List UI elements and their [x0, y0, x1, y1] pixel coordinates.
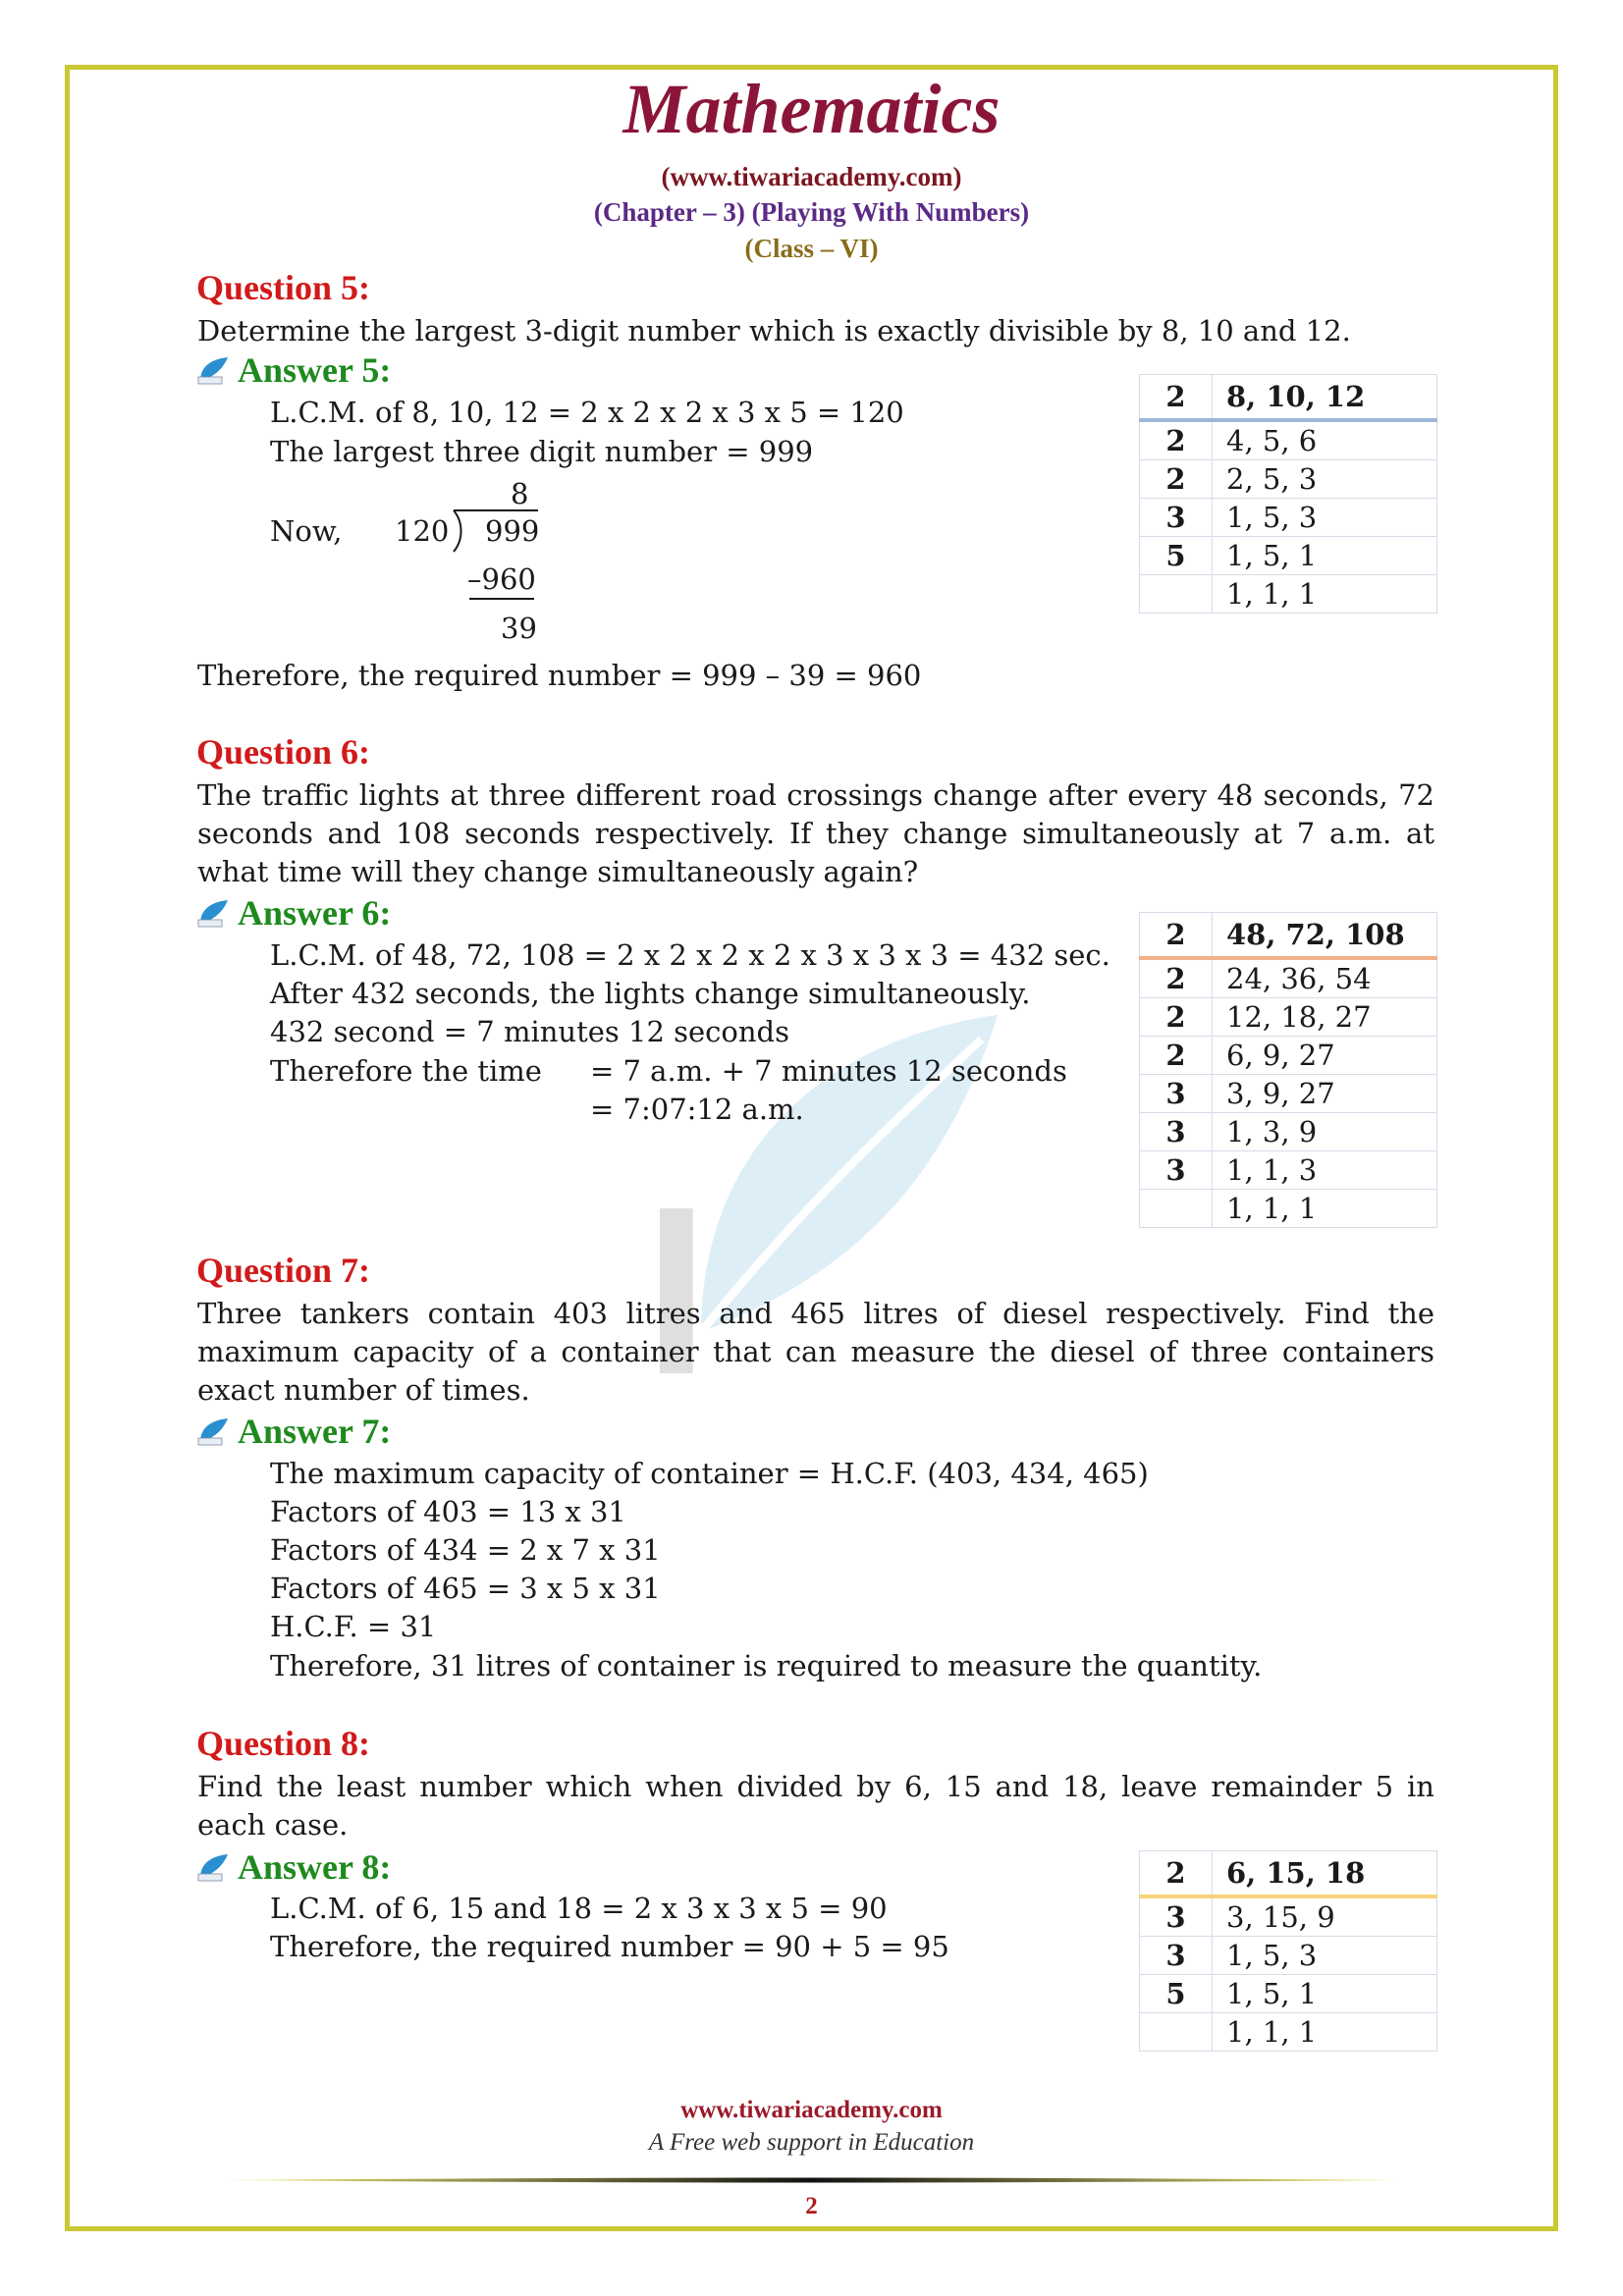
division-underline: [469, 598, 534, 600]
footer-divider: [228, 2177, 1396, 2183]
answer-7-line: The maximum capacity of container = H.C.F. (403, 434, 465): [270, 1457, 1149, 1490]
header-website: (www.tiwariacademy.com): [661, 162, 962, 191]
division-now-label: Now,: [270, 514, 343, 548]
answer-5-lcm: L.C.M. of 8, 10, 12 = 2 x 2 x 2 x 3 x 5 = 120: [270, 396, 904, 429]
answer-5-heading: Answer 5:: [238, 350, 392, 390]
answer-leaf-icon: [196, 1852, 230, 1882]
answer-6-line3: 432 second = 7 minutes 12 seconds: [270, 1015, 789, 1048]
answer-6-time-value: = 7 a.m. + 7 minutes 12 seconds: [590, 1054, 1067, 1088]
page-title: Mathematics: [622, 70, 1001, 148]
answer-6-line2: After 432 seconds, the lights change simultaneously.: [270, 977, 1031, 1010]
lcm-table-q6: [1139, 912, 1437, 1228]
answer-leaf-icon: [196, 898, 230, 928]
answer-5-largest: The largest three digit number = 999: [270, 435, 814, 468]
division-subtract: –960: [467, 562, 536, 596]
answer-7-line: Factors of 434 = 2 x 7 x 31: [270, 1533, 661, 1567]
footer-tagline: A Free web support in Education: [648, 2129, 975, 2156]
answer-leaf-icon: [196, 355, 230, 385]
table-row: 3 1, 3, 9: [1140, 1113, 1437, 1151]
answer-8-heading: Answer 8:: [238, 1847, 392, 1887]
question-8-heading: Question 8:: [196, 1724, 371, 1763]
question-5-heading: Question 5:: [196, 268, 371, 307]
lcm-table-q8: [1139, 1850, 1437, 2052]
answer-7-line: Therefore, 31 litres of container is required to measure the quantity.: [270, 1649, 1263, 1682]
division-divisor: 120: [395, 514, 450, 548]
question-7-text: Three tankers contain 403 litres and 465 litres of diesel respectively. Find the maximum capacity of a container that can measure the diesel of three containers exact number of times.: [197, 1297, 1434, 1407]
answer-8-conclusion: Therefore, the required number = 90 + 5 = 95: [270, 1930, 949, 1963]
table-row: 2 6, 15, 18: [1140, 1851, 1437, 1897]
division-dividend: 999: [485, 514, 540, 548]
table-row: 2 48, 72, 108: [1140, 913, 1437, 959]
answer-8-lcm: L.C.M. of 6, 15 and 18 = 2 x 3 x 3 x 5 = 90: [270, 1892, 888, 1925]
table-row: 2 4, 5, 6: [1140, 420, 1437, 460]
division-quotient: 8: [511, 477, 529, 510]
answer-6-time-result: = 7:07:12 a.m.: [590, 1093, 804, 1126]
table-row: 3 1, 1, 3: [1140, 1151, 1437, 1190]
answer-7-line: H.C.F. = 31: [270, 1610, 437, 1643]
table-row: 2 2, 5, 3: [1140, 460, 1437, 499]
question-6-heading: Question 6:: [196, 732, 371, 772]
question-5-text: Determine the largest 3-digit number which is exactly divisible by 8, 10 and 12.: [197, 314, 1351, 347]
table-row: 2 24, 36, 54: [1140, 958, 1437, 998]
table-row: 1, 1, 1: [1140, 1190, 1437, 1228]
division-remainder: 39: [501, 612, 537, 645]
table-row: 2 12, 18, 27: [1140, 998, 1437, 1037]
header-class: (Class – VI): [744, 234, 879, 263]
lcm-table-q5: [1139, 374, 1437, 614]
answer-5-conclusion: Therefore, the required number = 999 – 39 = 960: [197, 659, 922, 692]
table-row: 3 1, 5, 3: [1140, 1937, 1437, 1975]
answer-leaf-icon: [196, 1416, 230, 1446]
table-row: 1, 1, 1: [1140, 575, 1437, 614]
table-row: 1, 1, 1: [1140, 2013, 1437, 2052]
table-row: 5 1, 5, 1: [1140, 537, 1437, 575]
table-row: 3 3, 15, 9: [1140, 1896, 1437, 1937]
table-row: 3 3, 9, 27: [1140, 1075, 1437, 1113]
answer-7-line: Factors of 403 = 13 x 31: [270, 1495, 626, 1528]
table-row: 2 8, 10, 12: [1140, 375, 1437, 421]
answer-7-line: Factors of 465 = 3 x 5 x 31: [270, 1572, 661, 1605]
answer-6-lcm: L.C.M. of 48, 72, 108 = 2 x 2 x 2 x 2 x 3 x 3 x 3 = 432 sec.: [270, 938, 1110, 972]
answer-7-heading: Answer 7:: [238, 1412, 392, 1451]
table-row: 5 1, 5, 1: [1140, 1975, 1437, 2013]
question-7-heading: Question 7:: [196, 1251, 371, 1290]
table-row: 2 6, 9, 27: [1140, 1037, 1437, 1075]
answer-6-heading: Answer 6:: [238, 893, 392, 933]
header-chapter: (Chapter – 3) (Playing With Numbers): [593, 197, 1030, 227]
answer-6-time-label: Therefore the time: [270, 1054, 542, 1088]
footer-website-link[interactable]: www.tiwariacademy.com: [680, 2097, 943, 2123]
question-8-text: Find the least number which when divided by 6, 15 and 18, leave remainder 5 in each case.: [197, 1770, 1434, 1842]
page-number: 2: [805, 2193, 818, 2219]
question-6-text: The traffic lights at three different road crossings change after every 48 seconds, 72 seconds and 108 seconds respectively. If they change simultaneously at 7 a.m. at what time will they change simultaneously again?: [197, 778, 1434, 888]
table-row: 3 1, 5, 3: [1140, 499, 1437, 537]
